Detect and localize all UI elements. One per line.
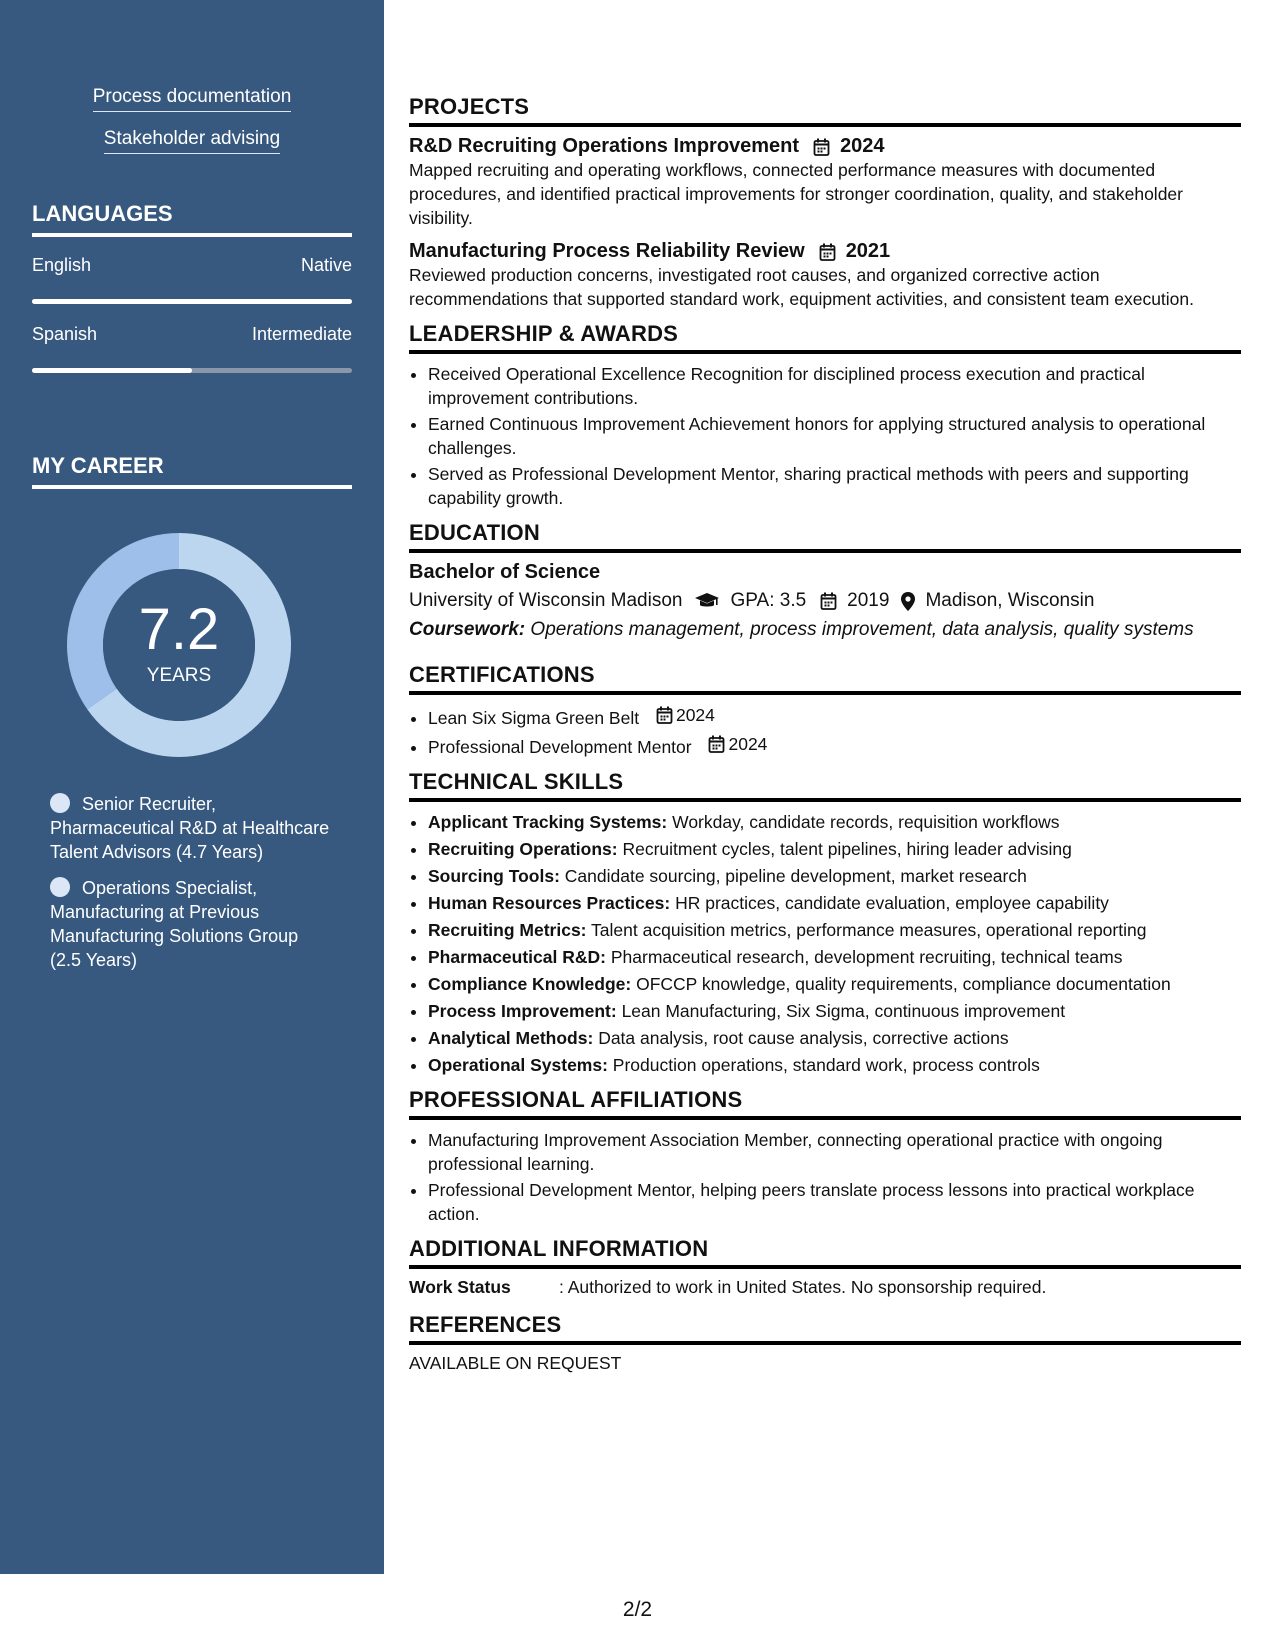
skill-item: [428, 999, 1241, 1023]
bullet-dot-icon: [50, 877, 70, 897]
list-item: • Served as Professional Development Mentor, sharing practical methods with peers and supporting capability growth.: [428, 462, 1241, 510]
skill-label: Recruiting Metrics:: [428, 920, 587, 940]
certifications-heading: CERTIFICATIONS: [409, 662, 1241, 695]
calendar-icon: [819, 243, 836, 261]
certifications-list: [409, 703, 1241, 759]
skill-item: [428, 810, 1241, 834]
list-item: • Manufacturing Improvement Association Member, connecting operational practice with ongoing professional learning.: [428, 1128, 1241, 1176]
calendar-icon: [708, 735, 725, 753]
skill-label: Sourcing Tools:: [428, 866, 560, 886]
language-level: Native: [300, 255, 352, 275]
skill-item: [428, 837, 1241, 861]
career-item-text: Operations Specialist, Manufacturing at Previous Manufacturing Solutions Group (2.5 Years): [50, 878, 299, 970]
career-total-years: 7.2: [138, 597, 220, 662]
certification-name: Lean Six Sigma Green Belt: [428, 708, 640, 728]
calendar-icon: [656, 706, 673, 724]
graduation-cap-icon: [694, 592, 720, 610]
project-title-text: Manufacturing Process Reliability Review: [409, 240, 805, 262]
list-item: [428, 732, 1241, 759]
work-status-label: Work Status: [409, 1277, 511, 1297]
sidebar: [0, 0, 384, 1574]
location-pin-icon: [901, 592, 915, 611]
skills-heading: TECHNICAL SKILLS: [409, 769, 1241, 802]
skill-text: Data analysis, root cause analysis, corrective actions: [598, 1028, 1009, 1048]
skill-text: Production operations, standard work, process controls: [612, 1055, 1040, 1075]
calendar-icon: [813, 138, 830, 156]
language-row-english: [32, 255, 352, 276]
project-year: 2024: [840, 135, 885, 157]
career-years-unit: YEARS: [146, 665, 212, 686]
skill-text: Talent acquisition metrics, performance measures, operational reporting: [591, 920, 1147, 940]
education-heading: EDUCATION: [409, 520, 1241, 553]
language-level: Intermediate: [251, 324, 352, 344]
education-degree: Bachelor of Science: [409, 561, 601, 583]
references-heading: REFERENCES: [409, 1312, 1241, 1345]
certification-name: Professional Development Mentor: [428, 737, 692, 757]
career-heading: MY CAREER: [32, 453, 352, 489]
skill-item: [428, 945, 1241, 969]
language-bar-fill: [32, 299, 352, 304]
list-item: • Received Operational Excellence Recognition for disciplined process execution and practical improvement contributions.: [428, 362, 1241, 410]
project-title-text: R&D Recruiting Operations Improvement: [409, 135, 800, 157]
education-coursework: [409, 618, 1241, 642]
skill-text: HR practices, candidate evaluation, employee capability: [675, 893, 1109, 913]
project-description: Reviewed production concerns, investigated root causes, and organized corrective action recommendations that supported standard work, equipment activities, and consistent team execution.: [409, 265, 1195, 309]
skill-text: Workday, candidate records, requisition workflows: [672, 812, 1060, 832]
language-bar-fill: [32, 368, 192, 373]
sidebar-link-stakeholder-advising[interactable]: Stakeholder advising: [104, 128, 280, 154]
project-title: [409, 135, 1241, 158]
leadership-heading: LEADERSHIP & AWARDS: [409, 321, 1241, 354]
education-year: 2019: [847, 590, 890, 611]
skill-text: Lean Manufacturing, Six Sigma, continuous improvement: [621, 1001, 1066, 1021]
skill-text: Pharmaceutical research, development recruiting, technical teams: [610, 947, 1123, 967]
sidebar-link-process-documentation[interactable]: Process documentation: [93, 86, 292, 112]
language-bar-english: [32, 299, 352, 304]
skill-item: [428, 972, 1241, 996]
coursework-label: Coursework:: [409, 619, 526, 640]
language-row-spanish: [32, 324, 352, 345]
project-year: 2021: [845, 240, 891, 262]
skill-item: [428, 864, 1241, 888]
education-gpa: GPA: 3.5: [730, 590, 807, 611]
skill-label: Compliance Knowledge:: [428, 974, 632, 994]
calendar-icon: [820, 592, 837, 610]
skill-label: Process Improvement:: [428, 1001, 617, 1021]
certification-year: 2024: [728, 734, 768, 754]
language-name: English: [32, 255, 92, 275]
coursework-text: Operations management, process improvement, data analysis, quality systems: [530, 619, 1194, 640]
main-content: [409, 94, 1241, 1374]
affiliations-heading: PROFESSIONAL AFFILIATIONS: [409, 1087, 1241, 1120]
skill-item: [428, 1053, 1241, 1077]
skill-label: Pharmaceutical R&D:: [428, 947, 606, 967]
skill-text: Candidate sourcing, pipeline development, market research: [564, 866, 1027, 886]
work-status-value: : Authorized to work in United States. No sponsorship required.: [559, 1277, 1047, 1297]
skill-item: [428, 1026, 1241, 1050]
education-location: Madison, Wisconsin: [925, 590, 1095, 611]
skills-list: [409, 810, 1241, 1077]
project-title: [409, 240, 1241, 263]
page-number: 2/2: [622, 1598, 653, 1621]
project-description: Mapped recruiting and operating workflows, connected performance measures with documented procedures, and identified practical improvements for stronger coordination, quality, and stakeholder visibility.: [409, 160, 1183, 228]
career-donut-label: [66, 532, 292, 758]
career-item-text: Senior Recruiter, Pharmaceutical R&D at Healthcare Talent Advisors (4.7 Years): [50, 794, 330, 862]
education-meta: [409, 590, 1241, 612]
career-list: [50, 792, 330, 984]
language-bar-spanish: [32, 368, 352, 373]
bullet-dot-icon: [50, 793, 70, 813]
skill-label: Recruiting Operations:: [428, 839, 618, 859]
skill-label: Operational Systems:: [428, 1055, 608, 1075]
list-item: [428, 703, 1241, 730]
projects-heading: PROJECTS: [409, 94, 1241, 127]
education-school: University of Wisconsin Madison: [409, 590, 683, 611]
skill-label: Applicant Tracking Systems:: [428, 812, 668, 832]
career-item: [50, 792, 330, 864]
career-item: [50, 876, 330, 972]
additional-info-heading: ADDITIONAL INFORMATION: [409, 1236, 1241, 1269]
affiliations-list: [409, 1128, 1241, 1226]
leadership-list: [409, 362, 1241, 510]
language-name: Spanish: [32, 324, 98, 344]
skill-text: OFCCP knowledge, quality requirements, compliance documentation: [636, 974, 1171, 994]
skill-item: [428, 891, 1241, 915]
skill-item: [428, 918, 1241, 942]
list-item: • Earned Continuous Improvement Achievement honors for applying structured analysis to operational challenges.: [428, 412, 1241, 460]
career-donut-chart: [66, 532, 292, 758]
languages-heading: LANGUAGES: [32, 201, 352, 237]
references-text: AVAILABLE ON REQUEST: [409, 1353, 622, 1373]
skill-label: Analytical Methods:: [428, 1028, 594, 1048]
work-status-row: [409, 1277, 1241, 1298]
skill-text: Recruitment cycles, talent pipelines, hiring leader advising: [622, 839, 1072, 859]
skill-label: Human Resources Practices:: [428, 893, 671, 913]
certification-year: 2024: [675, 705, 715, 725]
list-item: • Professional Development Mentor, helping peers translate process lessons into practical workplace action.: [428, 1178, 1241, 1226]
sidebar-links: [0, 86, 384, 170]
